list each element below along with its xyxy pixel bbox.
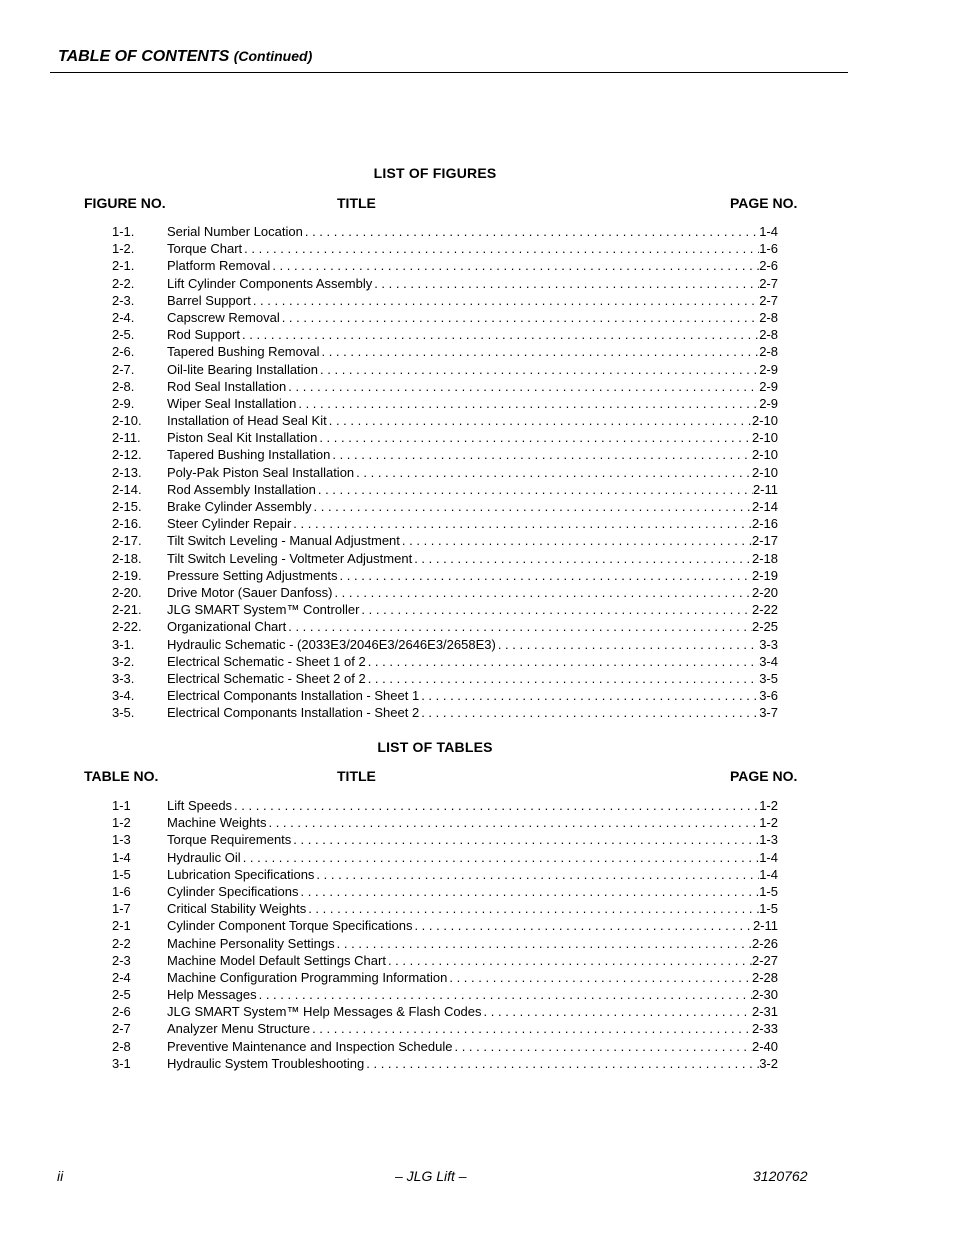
toc-entry-title: Cylinder Specifications bbox=[167, 883, 299, 899]
toc-entry[interactable] bbox=[112, 831, 778, 848]
toc-entry-title: Hydraulic System Troubleshooting bbox=[167, 1055, 365, 1071]
tables-list bbox=[112, 797, 778, 1072]
dot-leader bbox=[232, 797, 759, 814]
toc-entry-number: 2-2. bbox=[112, 275, 135, 291]
toc-entry-title: Lift Cylinder Components Assembly bbox=[167, 275, 373, 291]
toc-entry-number: 3-5. bbox=[112, 705, 135, 721]
toc-entry-page: 2-19 bbox=[751, 567, 778, 583]
toc-entry-page: 2-10 bbox=[751, 464, 778, 480]
toc-entry-title: Analyzer Menu Structure bbox=[167, 1021, 311, 1037]
toc-entry-title: Electrical Componants Installation - Sheet 1 bbox=[167, 688, 420, 704]
toc-entry-title: Lubrication Specifications bbox=[167, 866, 315, 882]
toc-entry-page: 2-10 bbox=[751, 447, 778, 463]
toc-entry[interactable] bbox=[112, 1055, 778, 1072]
dot-leader bbox=[251, 292, 759, 309]
dot-leader bbox=[317, 429, 752, 446]
dot-leader bbox=[286, 618, 752, 635]
toc-entry-number: 3-2. bbox=[112, 653, 135, 669]
toc-entry-page: 2-11 bbox=[752, 918, 778, 934]
toc-entry[interactable] bbox=[112, 1003, 778, 1020]
toc-entry-page: 3-5 bbox=[759, 670, 778, 686]
toc-entry-title: Cylinder Component Torque Specifications bbox=[167, 918, 413, 934]
toc-entry-number: 2-15. bbox=[112, 499, 142, 514]
toc-entry-page: 3-3 bbox=[759, 636, 778, 652]
dot-leader bbox=[257, 986, 752, 1003]
toc-entry[interactable] bbox=[112, 636, 778, 653]
dot-leader bbox=[364, 1055, 759, 1072]
toc-entry-number: 1-3 bbox=[112, 832, 131, 848]
dot-leader bbox=[291, 831, 759, 848]
toc-entry-title: Tilt Switch Leveling - Manual Adjustment bbox=[167, 533, 400, 549]
dot-leader bbox=[412, 917, 752, 934]
toc-entry-page: 1-5 bbox=[759, 883, 778, 899]
toc-entry-page: 2-8 bbox=[759, 309, 778, 325]
dot-leader bbox=[327, 412, 752, 429]
footer-page-number: ii bbox=[57, 1168, 64, 1184]
header-rule bbox=[50, 72, 848, 73]
toc-entry[interactable] bbox=[112, 670, 778, 687]
toc-entry-page: 2-28 bbox=[751, 969, 778, 985]
toc-entry[interactable] bbox=[112, 446, 778, 463]
toc-entry-title: Organizational Chart bbox=[167, 619, 287, 635]
dot-leader bbox=[412, 550, 752, 567]
dot-leader bbox=[314, 866, 759, 883]
dot-leader bbox=[303, 223, 759, 240]
toc-entry-number: 2-13. bbox=[112, 464, 142, 480]
toc-entry-title: Serial Number Location bbox=[167, 224, 303, 239]
toc-entry[interactable] bbox=[112, 917, 778, 934]
toc-entry[interactable] bbox=[112, 704, 778, 721]
toc-entry-page: 2-8 bbox=[759, 327, 778, 343]
toc-entry-title: Machine Configuration Programming Information bbox=[167, 969, 448, 985]
dot-leader bbox=[296, 395, 759, 412]
dot-leader bbox=[366, 653, 760, 670]
toc-entry-page: 2-7 bbox=[759, 275, 778, 291]
toc-entry-page: 1-4 bbox=[759, 849, 778, 865]
dot-leader bbox=[447, 969, 752, 986]
toc-entry-title: JLG SMART System™ Help Messages & Flash Codes bbox=[167, 1004, 482, 1020]
toc-entry-number: 2-10. bbox=[112, 413, 142, 429]
toc-entry[interactable] bbox=[112, 952, 778, 969]
toc-entry[interactable] bbox=[112, 361, 778, 378]
toc-entry[interactable] bbox=[112, 618, 778, 635]
toc-entry-title: Preventive Maintenance and Inspection Schedule bbox=[167, 1038, 453, 1054]
toc-entry[interactable] bbox=[112, 900, 778, 917]
dot-leader bbox=[338, 567, 752, 584]
toc-entry-title: Rod Support bbox=[167, 327, 240, 343]
toc-entry[interactable] bbox=[112, 866, 778, 883]
toc-entry-page: 1-5 bbox=[759, 901, 778, 917]
toc-entry[interactable] bbox=[112, 240, 778, 257]
toc-entry-page: 1-3 bbox=[759, 832, 778, 848]
dot-leader bbox=[359, 601, 752, 618]
dot-leader bbox=[240, 326, 759, 343]
toc-entry-page: 3-2 bbox=[759, 1055, 778, 1071]
toc-entry-title: Platform Removal bbox=[167, 258, 271, 274]
toc-entry-number: 2-18. bbox=[112, 550, 142, 566]
toc-entry[interactable] bbox=[112, 814, 778, 831]
toc-entry-page: 2-11 bbox=[752, 481, 778, 497]
toc-entry[interactable] bbox=[112, 292, 778, 309]
table-page-column-header: PAGE NO. bbox=[730, 768, 798, 784]
figure-number-column-header: FIGURE NO. bbox=[84, 195, 166, 211]
toc-entry[interactable] bbox=[112, 969, 778, 986]
header-continued-text: (Continued) bbox=[233, 48, 313, 64]
toc-entry-title: Electrical Schematic - Sheet 1 of 2 bbox=[167, 653, 366, 669]
toc-entry-number: 1-4 bbox=[112, 849, 131, 865]
toc-entry-number: 2-21. bbox=[112, 602, 142, 618]
dot-leader bbox=[280, 309, 760, 326]
dot-leader bbox=[372, 275, 759, 292]
toc-entry-number: 2-8. bbox=[112, 378, 135, 394]
toc-entry[interactable] bbox=[112, 223, 778, 240]
dot-leader bbox=[366, 670, 760, 687]
toc-entry-page: 2-31 bbox=[751, 1004, 778, 1020]
toc-entry-page: 2-10 bbox=[751, 430, 778, 446]
toc-entry-page: 2-30 bbox=[751, 987, 778, 1003]
toc-entry-page: 1-2 bbox=[759, 815, 778, 831]
toc-entry-title: Lift Speeds bbox=[167, 798, 233, 813]
toc-entry-number: 2-16. bbox=[112, 516, 142, 532]
toc-entry[interactable] bbox=[112, 309, 778, 326]
toc-entry[interactable] bbox=[112, 429, 778, 446]
toc-entry-page: 3-4 bbox=[759, 653, 778, 669]
dot-leader bbox=[286, 378, 759, 395]
figures-list bbox=[112, 223, 778, 721]
toc-entry-number: 2-7 bbox=[112, 1021, 131, 1037]
toc-entry-page: 2-33 bbox=[751, 1021, 778, 1037]
toc-entry-title: Poly-Pak Piston Seal Installation bbox=[167, 464, 355, 480]
dot-leader bbox=[306, 900, 759, 917]
toc-entry-page: 1-4 bbox=[759, 224, 778, 239]
toc-entry[interactable] bbox=[112, 257, 778, 274]
toc-entry-number: 2-1. bbox=[112, 258, 135, 274]
page-header-title bbox=[58, 48, 312, 66]
dot-leader bbox=[335, 935, 752, 952]
toc-entry-number: 2-11. bbox=[112, 430, 141, 446]
toc-entry-page: 2-26 bbox=[751, 935, 778, 951]
toc-entry-number: 2-4. bbox=[112, 309, 135, 325]
toc-entry-title: Electrical Schematic - Sheet 2 of 2 bbox=[167, 670, 366, 686]
toc-entry-title: Tapered Bushing Removal bbox=[167, 344, 320, 360]
toc-entry-page: 2-9 bbox=[759, 361, 778, 377]
toc-entry-title: Hydraulic Oil bbox=[167, 849, 241, 865]
toc-entry[interactable] bbox=[112, 567, 778, 584]
toc-entry-number: 1-7 bbox=[112, 901, 131, 917]
toc-entry-number: 2-5 bbox=[112, 987, 131, 1003]
dot-leader bbox=[312, 498, 752, 515]
dot-leader bbox=[419, 687, 759, 704]
toc-entry-page: 2-20 bbox=[751, 584, 778, 600]
toc-entry-number: 2-17. bbox=[112, 533, 142, 549]
toc-entry-number: 1-1 bbox=[112, 798, 131, 813]
toc-entry[interactable] bbox=[112, 797, 778, 814]
dot-leader bbox=[316, 481, 753, 498]
toc-entry[interactable] bbox=[112, 1020, 778, 1037]
toc-entry-page: 2-16 bbox=[751, 516, 778, 532]
toc-entry-title: Oil-lite Bearing Installation bbox=[167, 361, 319, 377]
dot-leader bbox=[270, 257, 759, 274]
toc-entry-title: Electrical Componants Installation - Sheet 2 bbox=[167, 705, 420, 721]
toc-entry[interactable] bbox=[112, 326, 778, 343]
toc-entry-title: Wiper Seal Installation bbox=[167, 395, 297, 411]
list-of-figures-heading: LIST OF FIGURES bbox=[373, 165, 497, 181]
table-number-column-header: TABLE NO. bbox=[84, 768, 159, 784]
dot-leader bbox=[266, 814, 759, 831]
header-title-text: TABLE OF CONTENTS bbox=[58, 48, 230, 65]
toc-entry-page: 2-9 bbox=[759, 378, 778, 394]
toc-entry-number: 1-6 bbox=[112, 883, 131, 899]
toc-entry-title: Hydraulic Schematic - (2033E3/2046E3/2646E3/2658E3) bbox=[167, 636, 496, 652]
toc-entry-page: 3-6 bbox=[759, 688, 778, 704]
toc-entry[interactable] bbox=[112, 653, 778, 670]
toc-entry-number: 2-12. bbox=[112, 447, 142, 463]
dot-leader bbox=[241, 849, 760, 866]
list-of-tables-heading: LIST OF TABLES bbox=[377, 739, 493, 755]
toc-entry-page: 3-7 bbox=[759, 705, 778, 721]
toc-entry-page: 2-6 bbox=[759, 258, 778, 274]
toc-entry-number: 1-2. bbox=[112, 241, 135, 257]
toc-entry-number: 2-14. bbox=[112, 481, 142, 497]
dot-leader bbox=[318, 361, 759, 378]
toc-entry[interactable] bbox=[112, 378, 778, 395]
toc-entry[interactable] bbox=[112, 849, 778, 866]
toc-entry-number: 1-1. bbox=[112, 224, 135, 239]
toc-entry[interactable] bbox=[112, 550, 778, 567]
toc-entry[interactable] bbox=[112, 395, 778, 412]
toc-entry-title: Critical Stability Weights bbox=[167, 901, 307, 917]
toc-entry-page: 2-8 bbox=[759, 344, 778, 360]
toc-entry-title: Steer Cylinder Repair bbox=[167, 516, 292, 532]
toc-entry-number: 1-5 bbox=[112, 866, 131, 882]
toc-entry[interactable] bbox=[112, 515, 778, 532]
toc-entry-page: 2-22 bbox=[751, 602, 778, 618]
footer-document-number: 3120762 bbox=[753, 1168, 808, 1184]
toc-entry-number: 3-4. bbox=[112, 688, 135, 704]
toc-entry[interactable] bbox=[112, 687, 778, 704]
toc-entry-page: 1-6 bbox=[759, 241, 778, 257]
toc-entry-number: 2-1 bbox=[112, 918, 131, 934]
toc-entry-number: 2-20. bbox=[112, 584, 142, 600]
toc-entry-title: Machine Model Default Settings Chart bbox=[167, 952, 386, 968]
footer-center-text: – JLG Lift – bbox=[395, 1168, 467, 1184]
toc-entry[interactable] bbox=[112, 601, 778, 618]
toc-entry-title: Tapered Bushing Installation bbox=[167, 447, 331, 463]
toc-entry-title: Help Messages bbox=[167, 987, 257, 1003]
dot-leader bbox=[452, 1038, 752, 1055]
toc-entry[interactable] bbox=[112, 986, 778, 1003]
toc-entry-title: Machine Personality Settings bbox=[167, 935, 335, 951]
toc-entry-number: 2-6 bbox=[112, 1004, 131, 1020]
toc-entry-page: 2-25 bbox=[751, 619, 778, 635]
figure-title-column-header: TITLE bbox=[337, 195, 376, 211]
table-title-column-header: TITLE bbox=[337, 768, 376, 784]
toc-entry-page: 2-18 bbox=[751, 550, 778, 566]
dot-leader bbox=[330, 446, 752, 463]
toc-entry-title: Pressure Setting Adjustments bbox=[167, 567, 338, 583]
dot-leader bbox=[319, 343, 759, 360]
toc-entry-page: 2-10 bbox=[751, 413, 778, 429]
dot-leader bbox=[400, 532, 752, 549]
toc-entry-page: 2-40 bbox=[751, 1038, 778, 1054]
toc-entry-title: Brake Cylinder Assembly bbox=[167, 499, 312, 514]
toc-entry[interactable] bbox=[112, 412, 778, 429]
toc-entry-number: 2-3. bbox=[112, 292, 135, 308]
toc-entry[interactable] bbox=[112, 464, 778, 481]
toc-entry-title: Tilt Switch Leveling - Voltmeter Adjustment bbox=[167, 550, 413, 566]
toc-entry-title: Torque Requirements bbox=[167, 832, 292, 848]
toc-entry-number: 3-1. bbox=[112, 636, 135, 652]
toc-entry[interactable] bbox=[112, 343, 778, 360]
figure-page-column-header: PAGE NO. bbox=[730, 195, 798, 211]
dot-leader bbox=[299, 883, 760, 900]
dot-leader bbox=[291, 515, 752, 532]
toc-entry-page: 2-9 bbox=[759, 395, 778, 411]
toc-entry-page: 2-27 bbox=[751, 952, 778, 968]
dot-leader bbox=[386, 952, 752, 969]
toc-entry-number: 2-8 bbox=[112, 1038, 131, 1054]
toc-entry-number: 2-22. bbox=[112, 619, 142, 635]
toc-entry-title: Capscrew Removal bbox=[167, 309, 280, 325]
toc-entry-number: 1-2 bbox=[112, 815, 131, 831]
toc-entry-title: Barrel Support bbox=[167, 292, 251, 308]
dot-leader bbox=[419, 704, 759, 721]
toc-entry-page: 1-4 bbox=[759, 866, 778, 882]
toc-entry-title: Drive Motor (Sauer Danfoss) bbox=[167, 584, 333, 600]
toc-entry[interactable] bbox=[112, 584, 778, 601]
toc-entry[interactable] bbox=[112, 935, 778, 952]
toc-entry-number: 2-2 bbox=[112, 935, 131, 951]
toc-entry[interactable] bbox=[112, 481, 778, 498]
toc-entry-number: 3-1 bbox=[112, 1055, 131, 1071]
toc-entry-title: Piston Seal Kit Installation bbox=[167, 430, 318, 446]
toc-entry-page: 2-14 bbox=[751, 499, 778, 514]
dot-leader bbox=[242, 240, 759, 257]
toc-entry[interactable] bbox=[112, 883, 778, 900]
toc-entry-number: 2-5. bbox=[112, 327, 135, 343]
dot-leader bbox=[496, 636, 759, 653]
toc-entry-title: Torque Chart bbox=[167, 241, 243, 257]
dot-leader bbox=[354, 464, 752, 481]
toc-entry-number: 2-19. bbox=[112, 567, 142, 583]
toc-entry[interactable] bbox=[112, 275, 778, 292]
toc-entry-title: Installation of Head Seal Kit bbox=[167, 413, 327, 429]
toc-entry[interactable] bbox=[112, 1038, 778, 1055]
toc-entry-number: 2-9. bbox=[112, 395, 135, 411]
toc-entry-page: 1-2 bbox=[759, 798, 778, 813]
dot-leader bbox=[332, 584, 752, 601]
dot-leader bbox=[482, 1003, 752, 1020]
toc-entry-number: 2-4 bbox=[112, 969, 131, 985]
toc-entry-number: 2-3 bbox=[112, 952, 131, 968]
toc-entry-title: Rod Assembly Installation bbox=[167, 481, 316, 497]
toc-entry-number: 2-7. bbox=[112, 361, 135, 377]
toc-entry[interactable] bbox=[112, 498, 778, 515]
toc-entry-title: JLG SMART System™ Controller bbox=[167, 602, 360, 618]
toc-entry-title: Rod Seal Installation bbox=[167, 378, 287, 394]
toc-entry-number: 2-6. bbox=[112, 344, 135, 360]
toc-entry-page: 2-17 bbox=[751, 533, 778, 549]
toc-entry-number: 3-3. bbox=[112, 670, 135, 686]
toc-entry-title: Machine Weights bbox=[167, 815, 267, 831]
toc-entry[interactable] bbox=[112, 532, 778, 549]
toc-entry-page: 2-7 bbox=[759, 292, 778, 308]
dot-leader bbox=[310, 1020, 752, 1037]
